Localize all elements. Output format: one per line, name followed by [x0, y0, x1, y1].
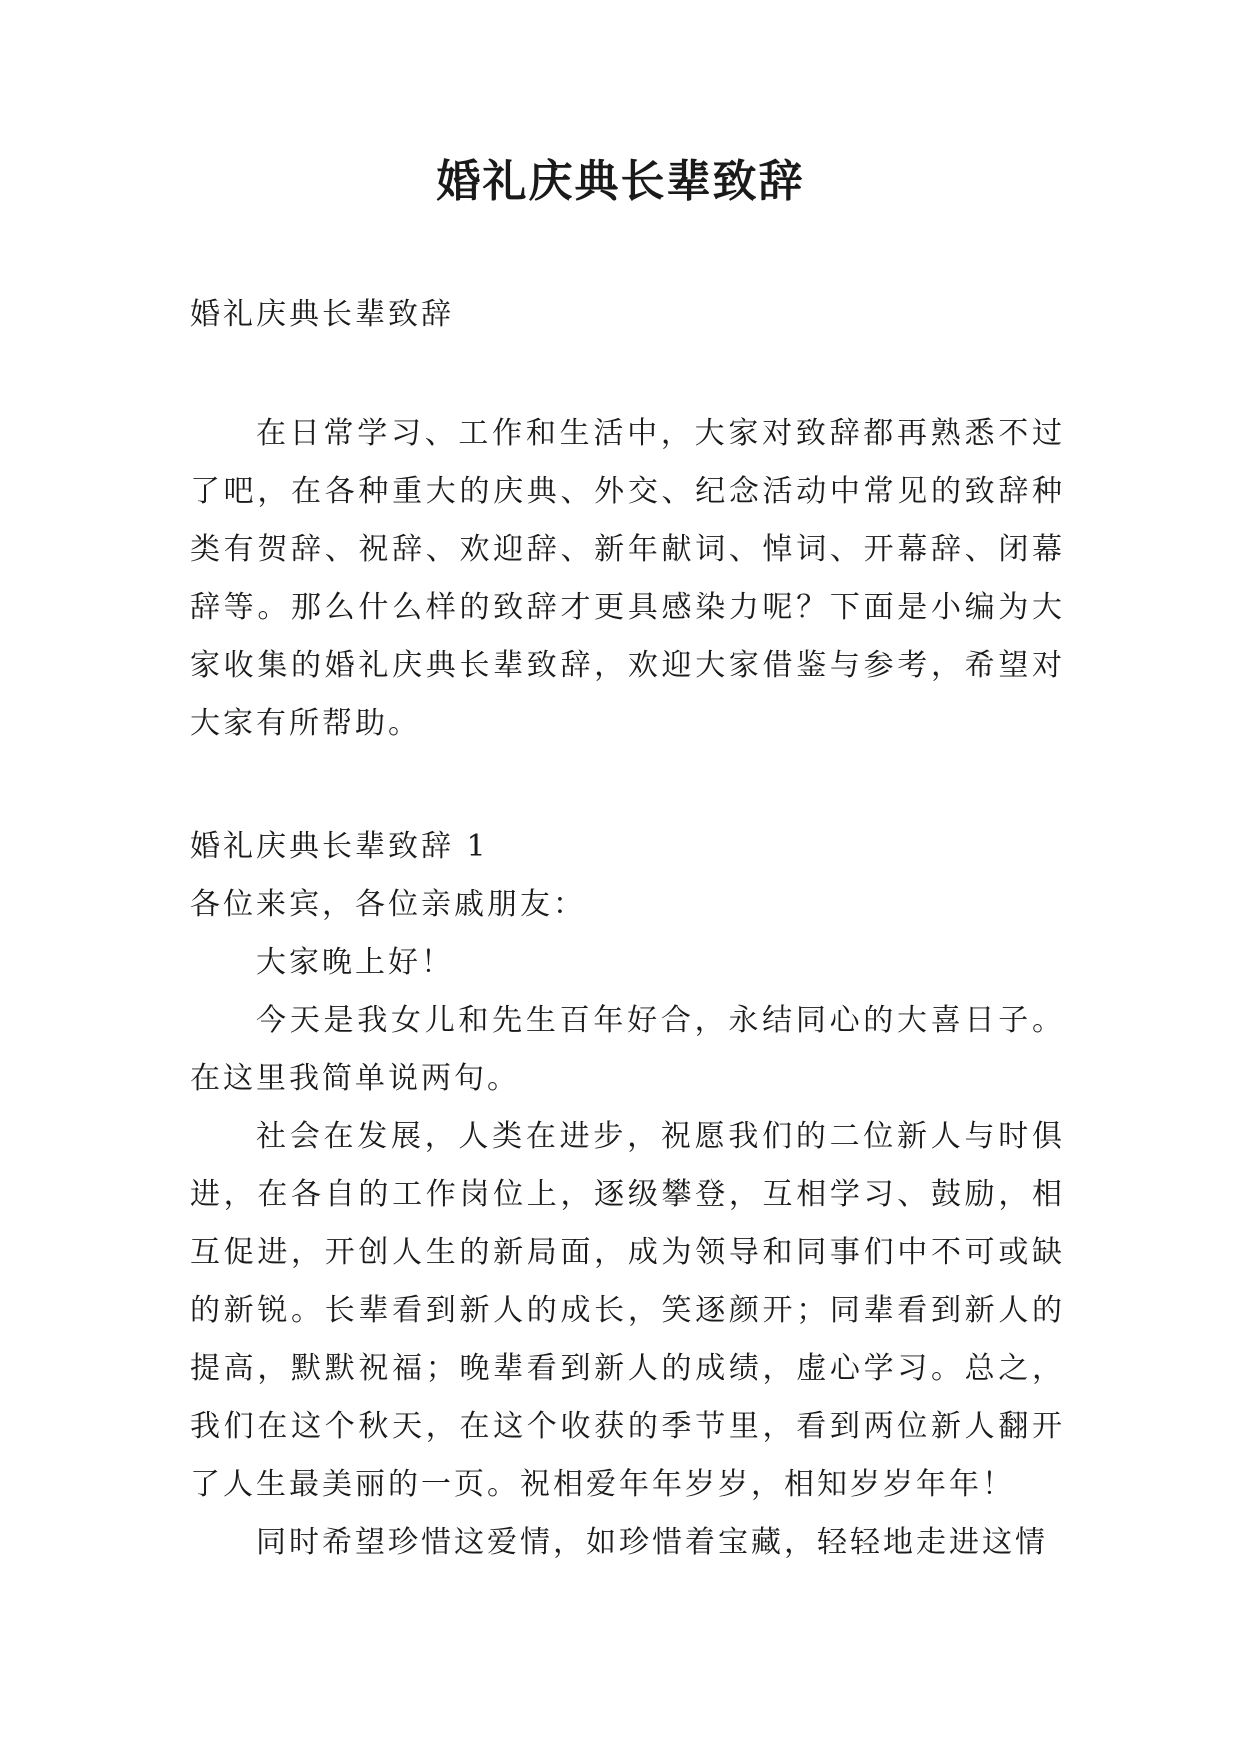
- salutation: 各位来宾，各位亲戚朋友：: [190, 887, 586, 922]
- speech-paragraph: 同时希望珍惜这爱情，如珍惜着宝藏，轻轻地走进这情: [256, 1525, 1048, 1560]
- greeting: 大家晚上好！: [256, 945, 454, 980]
- speech-paragraph: 社会在发展，人类在进步，祝愿我们的二位新人与时俱进，在各自的工作岗位上，逐级攀登，互相学习、鼓励，相互促进，开创人生的新局面，成为领导和同事们中不可或缺的新锐。长辈看到新人的成长，笑逐颜开；同辈看到新人的提高，默默祝福；晚辈看到新人的成绩，虚心学习。总之，我们在这个秋天，在这个收获的季节里，看到两位新人翻开了人生最美丽的一页。祝相爱年年岁岁，相知岁岁年年！: [190, 1119, 1065, 1502]
- speech-paragraph: 今天是我女儿和先生百年好合，永结同心的大喜日子。在这里我简单说两句。: [190, 1003, 1065, 1096]
- document-subtitle: 婚礼庆典长辈致辞: [190, 297, 454, 332]
- speech-section: [190, 818, 1065, 1572]
- section-heading: 婚礼庆典长辈致辞 1: [190, 829, 489, 864]
- intro-paragraph: 在日常学习、工作和生活中，大家对致辞都再熟悉不过了吧，在各种重大的庆典、外交、纪念活动中常见的致辞种类有贺辞、祝辞、欢迎辞、新年献词、悼词、开幕辞、闭幕辞等。那么什么样的致辞才更具感染力呢？下面是小编为大家收集的婚礼庆典长辈致辞，欢迎大家借鉴与参考，希望对大家有所帮助。: [190, 416, 1065, 741]
- document-title: 婚礼庆典长辈致辞: [436, 156, 805, 207]
